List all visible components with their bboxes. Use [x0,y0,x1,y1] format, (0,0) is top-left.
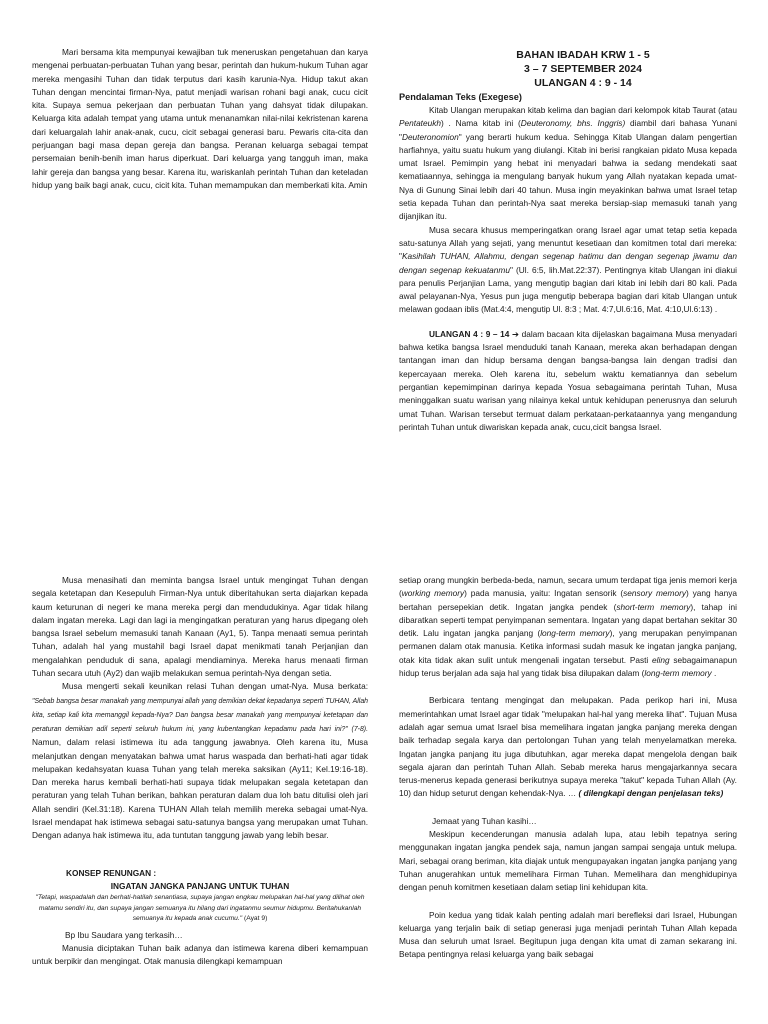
scripture-quote: "Sebab bangsa besar manakah yang mempunyai allah yang demikian dekat kepadanya seperti TUHAN, Allah kita, setiap kali kita memanggil kepada-Nya? Dan bangsa besar manakah yang mempunyai ketetapan dan peraturan demikian adil seperti seluruh hukum ini, yang kubentangkan kepadamu pada hari ini?" (7-8). [32,697,368,734]
closing-column [32,46,368,192]
exegesis-paragraph-3: ULANGAN 4 : 9 – 14 ➔ dalam bacaan kita dijelaskan bagaimana Musa menyadari bahwa ketika bangsa Israel menduduki tanah Kanaan, mereka akan berhadapan dengan tantangan iman dan hidup bersama dengan bangsa-bangsa lain dengan tradisi dan kepercayaan mereka. Oleh karena itu, sebelum waktu kematiannya dan sebelum pergantian kepemimpinan darinya kepada Yosua sebagaimana perintah Tuhan, Musa meninggalkan suatu warisan yang nilainya kekal untuk kehidupan penerusnya dan seluruh umat Tuhan. Warisan tersebut termuat dalam perkataan-perkataannya yang mengandung perintah Tuhan untuk diwariskan kepada anak, cucu,cicit bangsa Israel. [399,328,737,432]
reflection-paragraph-5: Poin kedua yang tidak kalah penting adalah mari berefleksi dari Israel, Hubungan keluarga yang terjalin baik di setiap generasi juga menjadi perintah Tuhan Allah kepada Musa dan seluruh umat Israel. Begitupun juga dengan kita umat di zaman sekarang ini. Betapa pentingnya relasi keluarga yang baik sebagai [399,909,737,960]
reflection-column-left [32,574,368,969]
reflection-paragraph-2: Musa mengerti sekali keunikan relasi Tuhan dengan umat-Nya. Musa berkata: "Sebab bangsa besar manakah yang mempunyai allah yang demikian dekat kepadanya seperti TUHAN, Allah kita, setiap kali kita memanggil kepada-Nya? Dan bangsa besar manakah yang mempunyai ketetapan dan peraturan demikian adil seperti seluruh hukum ini, yang kubentangkan kepadamu pada hari ini?" (7-8). Namun, dalam relasi istimewa itu ada tanggung jawabnya. Oleh karena itu, Musa melanjutkan dengan menyatakan bahwa umat harus waspada dan berhati-hati agar tidak melupakan kedahsyatan kuasa Tuhan yang telah mereka saksikan (Ay11; Kel.19:16-18). Dan mereka harus kembali berhati-hati supaya tidak melupakan segala ketetapan dan peraturan yang telah Tuhan berikan, bahkan peraturan dalam dua loh batu ditulisi oleh jari Allah sendiri (Kel.31:18). Karena TUHAN Allah telah memilih mereka sebagai umat-Nya. Israel mendapat hak istimewa sebagai satu-satunya bangsa yang merupakan umat Tuhan. Dengan adanya hak istimewa itu, ada tuntutan tanggung jawab yang lebih besar. [32,681,368,841]
theme-verse: "Tetapi, waspadalah dan berhati-hatilah senantiasa, supaya jangan engkau melupakan hal-hal yang dilihat oleh matamu sendiri itu, dan supaya jangan semuanya itu hilang dari ingatanmu seumur hidupmu. Beritahukanlah semuanya itu kepada anak cucumu." (Ayat 9) [35,894,365,923]
closing-paragraph: Mari bersama kita mempunyai kewajiban tuk meneruskan pengetahuan dan karya mengenai perbuatan-perbuatan Tuhan yang besar, perintah dan hukum-hukum Tuhan agar mereka mengasihi Tuhan dan tidak terputus dari kasih karunia-Nya. Hidup takut akan Tuhan dengan mencintai firman-Nya, patut menjadi warisan rohani bagi anak, cucu cicit kita. Supaya semua pekerjaan dan perbuatan Tuhan yang dahsyat tidak dilupakan. Keluarga kita adalah tempat yang utama untuk menanamkan nilai-nilai kekristenan karena dari keluargalah lahir anak-anak, cucu, cicit sebagai generasi baru. Pewaris cita-cita dan perjuangan bagi masa depan gereja dan bangsa. Peranan keluarga sebagai tempat persemaian benih-benih iman harus diperkuat. Dari keluarga yang tangguh iman, maka lahir gereja dan bangsa yang besar. Karena itu, wariskanlah perintah Tuhan dan keteladan hidup yang baik bagi anak, cucu, cicit kita. Tuhan memampukan dan memberkati kita. Amin [32,47,368,190]
exegesis-paragraph-2: Musa secara khusus memperingatkan orang Israel agar umat tetap setia kepada satu-satunya Allah yang sejati, yang menuntut kesetiaan dan komitmen total dari mereka: "Kasihilah TUHAN, Allahmu, dengan segenap hatimu dan dengan segenap jiwamu dan dengan segenap kekuatanmu" (Ul. 6:5, lih.Mat.22:37). Pentingnya kitab Ulangan ini diakui para penulis Perjanjian Lama, yang mengutip bagian dari kitab ini lebih dari 80 kali. Pada awal pelayanan-Nya, Yesus pun juga mengutip beberapa bagian dari kitab Ulangan untuk melawan godaan iblis (Mat.4:4, mengutip Ul. 8:3 ; Mat. 4:7,Ul.6:16, Mat. 4:10,Ul.6:13) . [399,224,737,315]
reflection-column-right [399,574,737,962]
exegesis-paragraph-1: Kitab Ulangan merupakan kitab kelima dan bagian dari kelompok kitab Taurat (atau Pentateukh) . Nama kitab ini (Deuteronomy, bhs. Inggris) diambil dari bahasa Yunani "Deuteronomion" yang berarti hukum kedua. Sehingga Kitab Ulangan dalam pengertian harfiahnya, yaitu suatu hukum yang diulangi. Kitab ini berisi rangkaian pidato Musa kepada umat Israel. Pemimpin yang hebat ini menyadari bahwa ia sedang mendekati saat kematiaannya, sehingga ia mengulang banyak hukum yang Allah nyatakan kepada umat-Nya di Gunung Sinai lebih dari 40 tahun. Musa ingin meyakinkan bahwa umat Israel tetap setia kepada Tuhan dan perintah-Nya saat mereka bersiap-siap memasuki tanah yang dijanjikan itu. [399,105,737,222]
konsep-title: KONSEP RENUNGAN : [66,867,157,878]
header-date: 3 – 7 SEPTEMBER 2024 [524,63,642,75]
reflection-paragraph-1: Musa menasihati dan meminta bangsa Israel untuk mengingat Tuhan dengan segala ketetapan dan Kesepuluh Firman-Nya untuk diberitahukan serta diajarkan kepada kaum keturunan di negeri ke mana mereka pergi dan mendudukinya. Agar tidak hilang dalam ingatan mereka. Lagi dan lagi ia mengingatkan peraturan yang harus dipegang oleh bangsa Israel sebelum memasuki tanah Kanaan (Ay1, 5). Tanpa menaati semua perintah Tuhan, adalah hal yang mustahil bagi Israel dapat menikmati tanah Perjanjian dan mengalahkan penduduk di sana, apalagi mendiaminya. Mereka harus menaati firman Tuhan secara utuh (Ay2) dan wajib melakukan semua perintah-Nya dengan setia. [32,575,368,679]
memory-paragraph: setiap orang mungkin berbeda-beda, namun, secara umum terdapat tiga jenis memori kerja (working memory) pada manusia, yaitu: Ingatan sensorik (sensory memory) yang hanya bertahan persepekian detik. Ingatan jangka pendek (short-term memory), tahap ini dibaratkan seperti tempat penyimpanan sementara. Ingatan yang dapat bertahan sekitar 30 detik. Lalu ingatan jangka panjang (long-term memory), yang merupakan penyimpanan permanen dalam otak manusia. Ketika informasi sudah masuk ke ingatan jangka panjang, otak kita tidak akan sulit untuk mengenali ingatan tersebut. Pasti eling sebagaimanapun hidup terus berjalan ada saja hal yang tidak bisa dilupakan dalam (long-term memory . [399,575,738,679]
passage-reference: ULANGAN 4 : 9 – 14 ➔ [429,328,519,339]
reflection-paragraph-4: Meskipun kecenderungan manusia adalah lupa, atau lebih tepatnya sering menggunakan ingatan jangka pendek saja, namun jangan sampai sengaja untuk melupa. Mari, sebagai orang beriman, kita diajak untuk mengupayakan ingatan jangka panjang yang Tuhan anugerahkan untuk memelihara Firman Tuhan. Memelihara dan menghidupinya dengan penuh komitmen kesetiaan dalam setiap lini kehidupan kita. [399,829,737,893]
header-passage: ULANGAN 4 : 9 - 14 [534,77,632,89]
remembering-paragraph: Berbicara tentang mengingat dan melupakan. Pada perikop hari ini, Musa memerintahkan umat Israel agar tidak "melupakan hal-hal yang mereka lihat". Tujuan Musa adalah agar semua umat Israel bisa memelihara ingatan jangka panjang mereka dengan baik terhadap segala karya dan pertolongan Tuhan yang telah menyelamatkan mereka. Ingatan jangka panjang itu juga dibutuhkan, agar mereka dapat mengelola dengan baik segala ajaran dan perintah Tuhan Allah. Sebab mereka harus mengajarkannya secara terus-menerus kepada generasi berikutnya supaya mereka "takut" kepada Tuhan Allah (Ay. 10) dan hidup seturut dengan kehendak-Nya. … ( dilengkapi dengan penjelasan teks) [399,695,737,799]
greeting-left: Bp Ibu Saudara yang terkasih… [65,929,183,940]
explanation-note: ( dilengkapi dengan penjelasan teks) [578,788,724,799]
reflection-paragraph-3: Manusia diciptakan Tuhan baik adanya dan istimewa karena diberi kemampuan untuk berpikir dan mengingat. Otak manusia dilengkapi kemampuan [32,943,368,967]
konsep-subtitle: INGATAN JANGKA PANJANG UNTUK TUHAN [110,880,290,891]
header-title: BAHAN IBADAH KRW 1 - 5 [516,49,650,61]
section-title: Pendalaman Teks (Exegese) [399,92,522,102]
exegesis-column [399,48,737,434]
worship-header [429,48,737,90]
greeting-right: Jemaat yang Tuhan kasihi… [432,815,537,826]
